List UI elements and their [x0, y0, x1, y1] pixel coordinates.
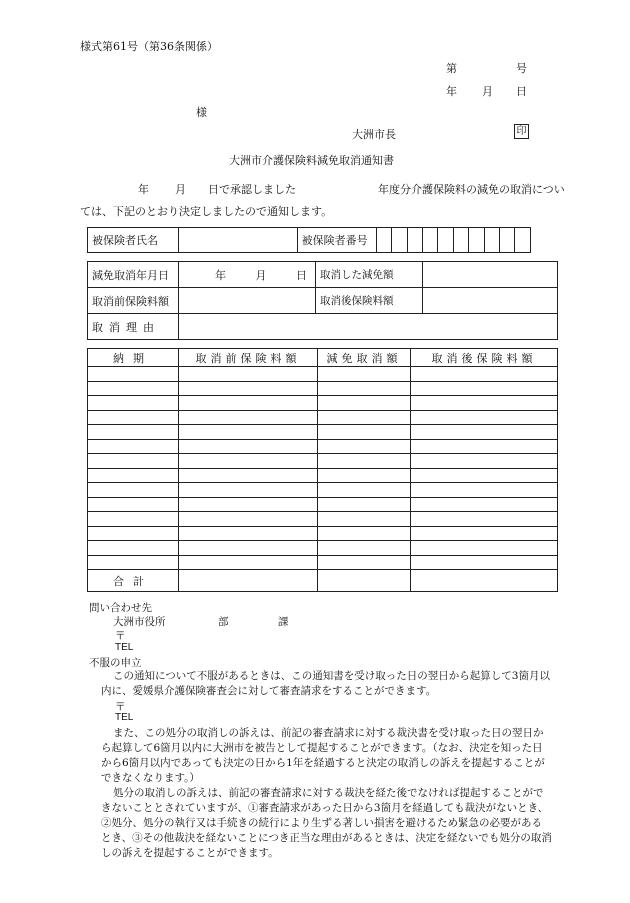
header-reduction-cancel: 減免取消額 — [318, 349, 411, 367]
appeal-paragraph-3: 処分の取消しの訴えは、前記の審査請求に対する裁決を経た後でなければ提起することができないこととされていますが、①審査請求があった日から3箇月を経過しても裁決がないとき、②処分、処分の執行又は手続きの続行により生ずる著しい損害を避けるため緊急の必要があるとき、③その他裁決を経ないことにつき正当な理由があるときは、決定を経ないでも処分の取消しの訴えを提起することができます。 — [101, 787, 552, 859]
payment-schedule-table — [87, 348, 558, 592]
number-digit-cell — [453, 228, 468, 253]
cancelled-reduction-cell — [423, 262, 558, 288]
table-row — [88, 425, 558, 440]
schedule-cell — [411, 410, 558, 425]
intro-nen: 年 — [138, 183, 149, 196]
schedule-cell — [318, 439, 411, 454]
number-digit-cell — [515, 228, 531, 253]
table-row — [88, 483, 558, 498]
cancel-date-label: 減免取消年月日 — [88, 262, 179, 288]
schedule-cell — [179, 367, 318, 382]
total-cell — [411, 570, 558, 592]
total-cell — [179, 570, 318, 592]
issuer: 大洲市長 — [352, 128, 396, 141]
table-row — [88, 454, 558, 469]
schedule-cell — [318, 526, 411, 541]
insured-table — [87, 227, 531, 253]
header-due-period: 納期 — [88, 349, 179, 367]
table-row — [88, 439, 558, 454]
schedule-cell — [88, 468, 179, 483]
cancel-reason-cell — [179, 314, 558, 340]
table-row — [88, 497, 558, 512]
schedule-cell — [88, 381, 179, 396]
document-title: 大洲市介護保険料減免取消通知書 — [229, 154, 394, 167]
schedule-cell — [88, 454, 179, 469]
schedule-cell — [411, 468, 558, 483]
schedule-cell — [411, 497, 558, 512]
schedule-cell — [318, 367, 411, 382]
schedule-cell — [179, 541, 318, 556]
schedule-cell — [411, 425, 558, 440]
schedule-cell — [179, 381, 318, 396]
schedule-cell — [88, 497, 179, 512]
seal-mark — [514, 124, 529, 139]
number-digit-cell — [392, 228, 407, 253]
post-cancel-premium-label: 取消後保険料額 — [316, 288, 423, 314]
contact-heading: 問い合わせ先 — [89, 602, 152, 614]
post-cancel-premium-cell — [423, 288, 558, 314]
insured-name-cell — [179, 228, 297, 253]
schedule-cell — [88, 396, 179, 411]
schedule-cell — [318, 425, 411, 440]
schedule-cell — [179, 425, 318, 440]
schedule-cell — [179, 468, 318, 483]
table-row — [88, 381, 558, 396]
schedule-cell — [179, 512, 318, 527]
cancel-date-hi: 日 — [296, 268, 307, 282]
schedule-cell — [411, 439, 558, 454]
appeal-postal: 〒 — [115, 701, 126, 713]
doc-no-go: 号 — [516, 62, 527, 75]
contact-office: 大洲市役所 — [113, 616, 166, 628]
schedule-cell — [318, 483, 411, 498]
number-digit-cell — [484, 228, 499, 253]
schedule-cell — [318, 410, 411, 425]
doc-no-dai: 第 — [446, 62, 457, 75]
schedule-cell — [88, 425, 179, 440]
intro-approved: 日で承認しました — [208, 183, 296, 196]
cancellation-details-table — [87, 261, 558, 340]
contact-tel: TEL — [115, 642, 134, 653]
cancel-reason-label: 取消理由 — [88, 314, 179, 340]
schedule-cell — [411, 483, 558, 498]
schedule-cell — [179, 410, 318, 425]
schedule-cell — [318, 454, 411, 469]
appeal-heading: 不服の申立 — [89, 657, 142, 669]
table-row — [88, 512, 558, 527]
schedule-cell — [179, 396, 318, 411]
contact-postal: 〒 — [115, 630, 126, 642]
form-number: 様式第61号（第36条関係） — [80, 40, 218, 53]
pre-cancel-premium-label: 取消前保険料額 — [88, 288, 179, 314]
pre-cancel-premium-cell — [179, 288, 316, 314]
intro-tsuki: 月 — [175, 183, 186, 196]
date-hi: 日 — [516, 85, 527, 98]
appeal-paragraph-2: また、この処分の取消しの訴えは、前記の審査請求に対する裁決書を受け取った日の翌日から起算して6箇月以内に大洲市を被告として提起することができます。（なお、決定を知った日から6箇月以内であっても決定の日から1年を経過すると決定の取消しの訴えを提起することができなくなります。） — [101, 727, 545, 784]
schedule-cell — [318, 541, 411, 556]
cancel-date-nen: 年 — [215, 268, 226, 282]
cancel-date-tsuki: 月 — [255, 268, 267, 282]
table-row — [88, 396, 558, 411]
schedule-cell — [411, 367, 558, 382]
schedule-cell — [88, 410, 179, 425]
schedule-cell — [88, 512, 179, 527]
header-post-cancel-premium: 取消後保険料額 — [411, 349, 558, 367]
schedule-cell — [88, 483, 179, 498]
schedule-cell — [88, 439, 179, 454]
addressee-sama: 様 — [196, 106, 207, 119]
contact-bu: 部 — [218, 616, 229, 628]
schedule-cell — [411, 454, 558, 469]
date-nen: 年 — [446, 85, 457, 98]
schedule-cell — [179, 439, 318, 454]
schedule-cell — [88, 367, 179, 382]
appeal-tel: TEL — [115, 712, 134, 723]
schedule-cell — [318, 497, 411, 512]
schedule-cell — [411, 555, 558, 570]
schedule-cell — [411, 541, 558, 556]
cancel-date-cell — [179, 262, 316, 288]
schedule-cell — [179, 454, 318, 469]
table-row — [88, 555, 558, 570]
schedule-cell — [179, 497, 318, 512]
contact-ka: 課 — [278, 616, 289, 628]
number-digit-cell — [407, 228, 422, 253]
header-pre-cancel-premium: 取消前保険料額 — [179, 349, 318, 367]
schedule-cell — [179, 483, 318, 498]
number-digit-cell — [500, 228, 515, 253]
schedule-cell — [318, 381, 411, 396]
total-cell — [318, 570, 411, 592]
schedule-cell — [318, 555, 411, 570]
schedule-cell — [318, 468, 411, 483]
schedule-cell — [318, 512, 411, 527]
intro-line2: ては、下記のとおり決定しましたので通知します。 — [80, 205, 333, 218]
table-row — [88, 410, 558, 425]
schedule-cell — [411, 396, 558, 411]
intro-rest: 年度分介護保険料の減免の取消につい — [378, 183, 565, 196]
table-row — [88, 526, 558, 541]
number-digit-cell — [438, 228, 453, 253]
total-label: 合計 — [88, 570, 179, 592]
table-row — [88, 541, 558, 556]
schedule-cell — [411, 526, 558, 541]
schedule-cell — [88, 555, 179, 570]
schedule-cell — [318, 396, 411, 411]
schedule-cell — [88, 541, 179, 556]
schedule-cell — [411, 381, 558, 396]
cancelled-reduction-label: 取消した減免額 — [316, 262, 423, 288]
schedule-cell — [179, 555, 318, 570]
number-digit-cell — [469, 228, 484, 253]
seal-icon: 印 — [514, 124, 529, 139]
number-digit-cell — [376, 228, 391, 253]
table-row — [88, 367, 558, 382]
schedule-cell — [88, 526, 179, 541]
insured-number-label: 被保険者番号 — [297, 228, 376, 253]
number-digit-cell — [423, 228, 438, 253]
insured-name-label: 被保険者氏名 — [88, 228, 179, 253]
table-row — [88, 468, 558, 483]
appeal-paragraph-1: この通知について不服があるときは、この通知書を受け取った日の翌日から起算して3箇月以内に、愛媛県介護保険審査会に対して審査請求をすることができます。 — [101, 670, 550, 697]
schedule-cell — [179, 526, 318, 541]
date-tsuki: 月 — [482, 85, 493, 98]
schedule-cell — [411, 512, 558, 527]
